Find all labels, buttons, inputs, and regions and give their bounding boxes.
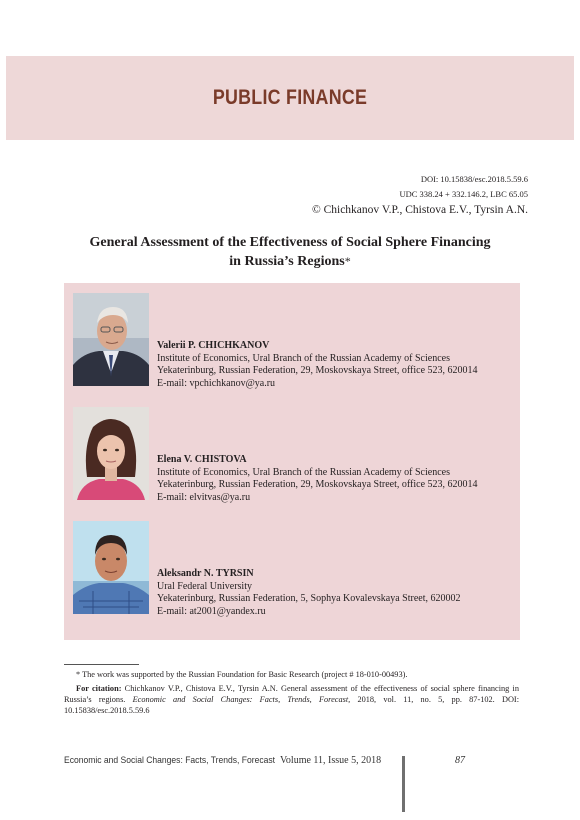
footnote-rule <box>64 664 139 665</box>
portrait-woman <box>73 407 149 500</box>
author-email: E-mail: elvitvas@ya.ru <box>157 491 251 503</box>
author-name: Elena V. CHISTOVA <box>157 454 247 465</box>
author-info <box>157 568 460 618</box>
article-title <box>60 233 520 271</box>
footer-divider <box>402 756 405 812</box>
footnote-marker: * <box>344 254 351 268</box>
portrait-man-glasses <box>73 293 149 386</box>
copyright: © Chichkanov V.P., Chistova E.V., Tyrsin A.N. <box>311 204 528 216</box>
portrait-man <box>73 521 149 614</box>
author-photo <box>73 521 149 614</box>
author-email: E-mail: vpchichkanov@ya.ru <box>157 377 276 389</box>
citation-tail: 2018, vol. 11, no. 5, pp. 87-102. DOI: 10.15838/esc.2018.5.59.6 <box>64 695 520 715</box>
author-info <box>157 340 478 390</box>
citation-journal: Economic and Social Changes: Facts, Trends, Forecast, <box>132 695 351 704</box>
author-photo <box>73 293 149 386</box>
author-email: E-mail: at2001@yandex.ru <box>157 605 266 617</box>
footnote-citation <box>64 683 519 716</box>
article-title-line2-wrap <box>60 252 520 271</box>
page-number: 87 <box>455 755 465 766</box>
footer-journal: Economic and Social Changes: Facts, Trends, Forecast <box>64 755 276 766</box>
author-affiliation: Institute of Economics, Ural Branch of the Russian Academy of Sciences <box>157 352 450 364</box>
citation-label: For citation: <box>76 684 122 693</box>
footnote-support: * The work was supported by the Russian Foundation for Basic Research (project # 18-010-00493). <box>76 670 408 679</box>
author-card <box>64 407 520 517</box>
author-address: Yekaterinburg, Russian Federation, 29, Moskovskaya Street, office 523, 620014 <box>157 365 478 376</box>
author-name: Valerii P. CHICHKANOV <box>157 340 270 351</box>
author-card <box>64 521 520 631</box>
article-title-line2: in Russia’s Regions <box>229 254 345 269</box>
udc-lbc: UDC 338.24 + 332.146.2, LBC 65.05 <box>399 189 528 199</box>
author-name: Aleksandr N. TYRSIN <box>157 568 254 579</box>
article-title-line1: General Assessment of the Effectiveness of Social Sphere Financing <box>89 235 491 250</box>
footer-volume: Volume 11, Issue 5, 2018 <box>280 755 382 766</box>
doi: DOI: 10.15838/esc.2018.5.59.6 <box>420 174 528 184</box>
author-photo <box>73 407 149 500</box>
author-affiliation: Institute of Economics, Ural Branch of the Russian Academy of Sciences <box>157 466 450 478</box>
authors-box <box>64 283 520 640</box>
author-card <box>64 293 520 403</box>
author-address: Yekaterinburg, Russian Federation, 29, Moskovskaya Street, office 523, 620014 <box>157 479 478 490</box>
section-title: PUBLIC FINANCE <box>212 86 368 109</box>
author-affiliation: Ural Federal University <box>157 580 252 592</box>
author-address: Yekaterinburg, Russian Federation, 5, Sophya Kovalevskaya Street, 620002 <box>157 593 461 604</box>
citation-text: Chichkanov V.P., Chistova E.V., Tyrsin A.N. General assessment of the effectiveness of social sphere financing in Russia’s regions. <box>64 684 519 704</box>
author-info <box>157 454 478 504</box>
